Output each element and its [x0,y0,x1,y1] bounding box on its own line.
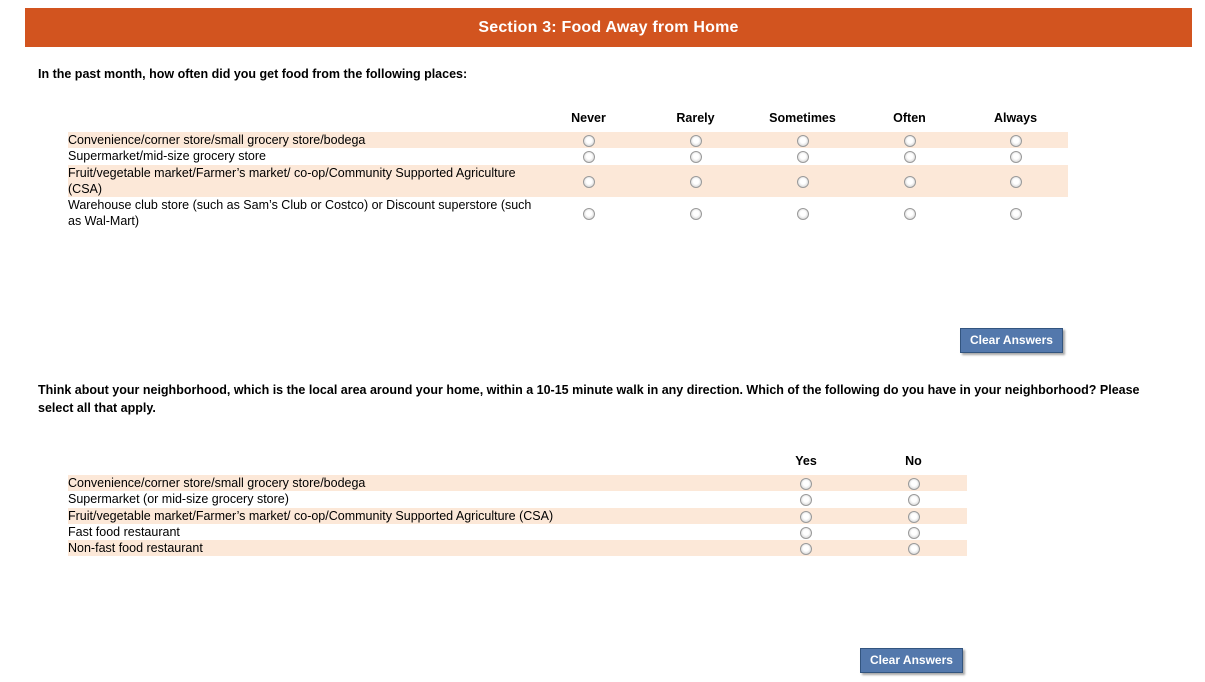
grid1-option-2-4[interactable] [963,165,1068,198]
grid1-col-rarely: Rarely [676,111,715,125]
grid1-option-3-3[interactable] [856,197,963,230]
grid1-col-often: Often [893,111,926,125]
radio-icon[interactable] [690,176,702,188]
table-row [68,132,1068,148]
radio-icon[interactable] [800,527,812,539]
clear-answers-button-2[interactable]: Clear Answers [860,648,963,673]
table-row [68,165,1068,198]
grid2-option-4-0[interactable] [752,540,860,556]
grid1-option-2-1[interactable] [642,165,749,198]
grid2-option-2-1[interactable] [860,508,967,524]
grid1-col-never: Never [571,111,606,125]
radio-icon[interactable] [904,135,916,147]
grid1-option-1-2[interactable] [749,148,856,164]
grid2-option-3-1[interactable] [860,524,967,540]
section-title: Section 3: Food Away from Home [478,18,739,36]
grid1-option-3-2[interactable] [749,197,856,230]
grid1-row-label-0: Convenience/corner store/small grocery store/bodega [68,132,535,148]
radio-icon[interactable] [908,494,920,506]
radio-icon[interactable] [583,151,595,163]
radio-icon[interactable] [800,511,812,523]
radio-icon[interactable] [800,494,812,506]
section-header [25,8,1192,47]
grid2-option-3-0[interactable] [752,524,860,540]
grid1-header-row [68,104,1068,132]
grid2-row-label-0: Convenience/corner store/small grocery store/bodega [68,475,752,491]
radio-icon[interactable] [690,208,702,220]
table-row [68,508,967,524]
radio-icon[interactable] [800,543,812,555]
grid1-option-0-3[interactable] [856,132,963,148]
table-row [68,540,967,556]
radio-icon[interactable] [1010,176,1022,188]
table-row [68,475,967,491]
radio-icon[interactable] [1010,135,1022,147]
grid1-option-1-1[interactable] [642,148,749,164]
radio-icon[interactable] [908,511,920,523]
table-row [68,197,1068,230]
table-row [68,491,967,507]
radio-icon[interactable] [1010,151,1022,163]
radio-icon[interactable] [908,478,920,490]
grid1-option-3-4[interactable] [963,197,1068,230]
grid1-option-0-2[interactable] [749,132,856,148]
radio-icon[interactable] [583,135,595,147]
grid1-corner [68,104,535,132]
grid1-option-0-0[interactable] [535,132,642,148]
grid1-option-0-4[interactable] [963,132,1068,148]
grid1-row-label-3: Warehouse club store (such as Sam’s Club or Costco) or Discount superstore (such as Wal-Mart) [68,198,532,229]
grid1-option-3-0[interactable] [535,197,642,230]
question1-grid [68,104,1068,230]
radio-icon[interactable] [904,208,916,220]
grid2-col-no: No [905,454,922,468]
table-row [68,148,1068,164]
grid2-row-label-1: Supermarket (or mid-size grocery store) [68,492,289,507]
grid2-option-0-1[interactable] [860,475,967,491]
grid2-col-yes: Yes [795,454,817,468]
grid1-option-1-0[interactable] [535,148,642,164]
grid2-header-row [68,447,967,475]
question1-prompt: In the past month, how often did you get food from the following places: [38,67,468,81]
grid2-option-1-1[interactable] [860,491,967,507]
radio-icon[interactable] [797,151,809,163]
grid2-option-1-0[interactable] [752,491,860,507]
grid2-corner [68,447,752,475]
grid1-option-2-0[interactable] [535,165,642,198]
grid2-option-4-1[interactable] [860,540,967,556]
table-row [68,524,967,540]
radio-icon[interactable] [583,208,595,220]
grid2-row-label-3: Fast food restaurant [68,524,180,539]
radio-icon[interactable] [904,176,916,188]
question2-prompt: Think about your neighborhood, which is the local area around your home, within a 10-15 minute walk in any direction. Which of the following do you have in your neighborhood? Please select all that apply. [38,383,1140,416]
radio-icon[interactable] [797,208,809,220]
grid2-option-2-0[interactable] [752,508,860,524]
radio-icon[interactable] [1010,208,1022,220]
grid2-row-label-2: Fruit/vegetable market/Farmer’s market/ co-op/Community Supported Agriculture (CSA) [68,508,752,524]
radio-icon[interactable] [800,478,812,490]
radio-icon[interactable] [904,151,916,163]
grid2-row-label-4: Non-fast food restaurant [68,540,752,556]
clear-answers-button-1[interactable]: Clear Answers [960,328,1063,353]
grid1-col-sometimes: Sometimes [769,111,836,125]
radio-icon[interactable] [797,176,809,188]
question2-grid [68,447,967,556]
radio-icon[interactable] [583,176,595,188]
grid1-option-3-1[interactable] [642,197,749,230]
radio-icon[interactable] [908,543,920,555]
radio-icon[interactable] [690,151,702,163]
grid1-option-2-3[interactable] [856,165,963,198]
grid2-option-0-0[interactable] [752,475,860,491]
radio-icon[interactable] [690,135,702,147]
grid1-option-1-4[interactable] [963,148,1068,164]
grid1-option-0-1[interactable] [642,132,749,148]
grid1-row-label-2: Fruit/vegetable market/Farmer’s market/ co-op/Community Supported Agriculture (CSA) [68,165,535,198]
radio-icon[interactable] [908,527,920,539]
grid1-option-2-2[interactable] [749,165,856,198]
grid1-row-label-1: Supermarket/mid-size grocery store [68,149,266,164]
grid1-col-always: Always [993,111,1038,125]
grid1-option-1-3[interactable] [856,148,963,164]
radio-icon[interactable] [797,135,809,147]
